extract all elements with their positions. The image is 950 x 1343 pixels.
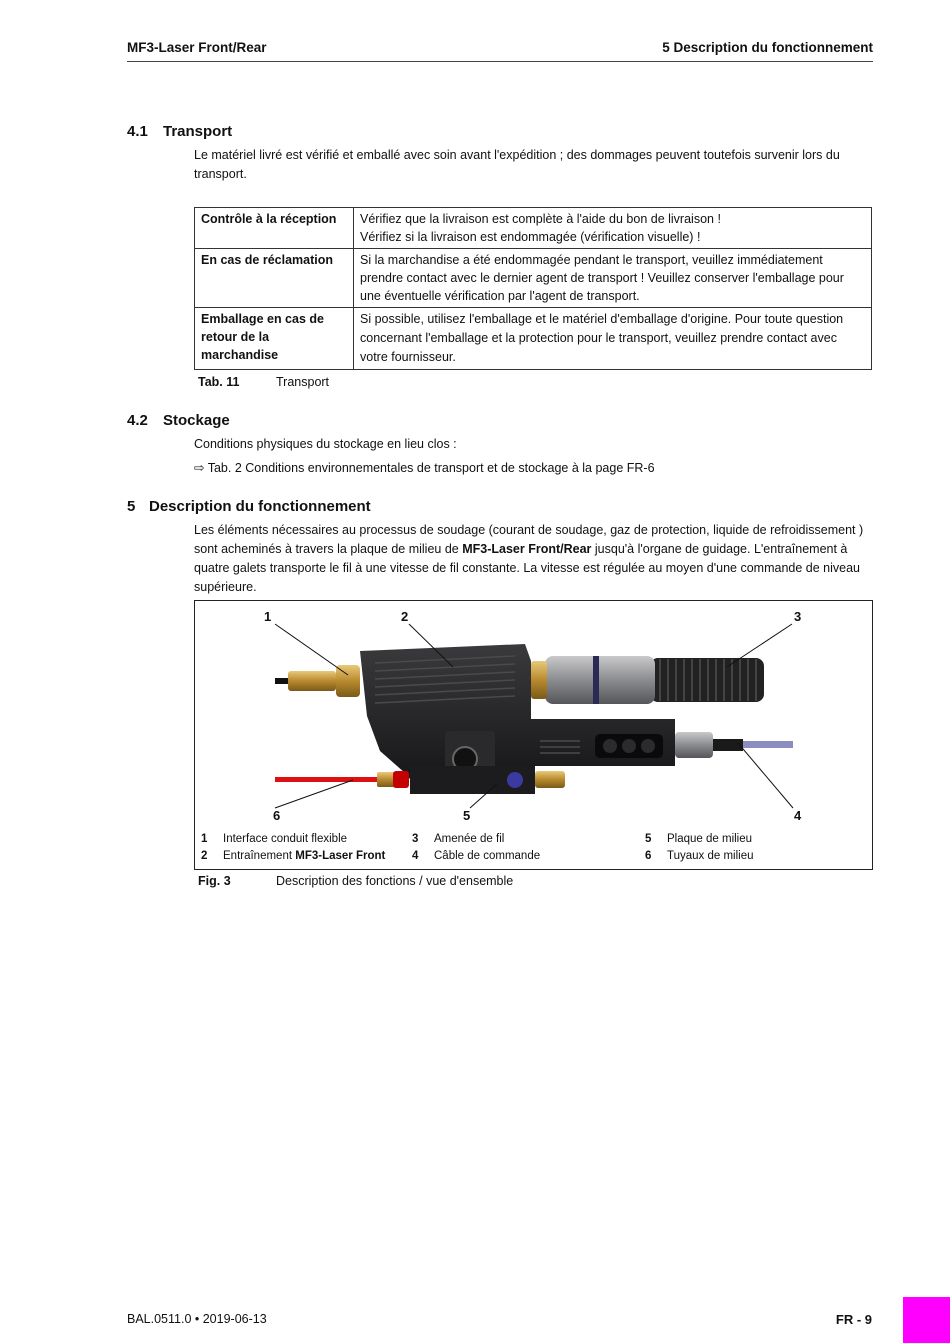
brass-fitting-icon: [288, 671, 336, 691]
section-title: Stockage: [163, 412, 230, 429]
callout-2: 2: [401, 609, 409, 624]
caption-number: Fig. 3: [198, 874, 231, 888]
section-5-heading: [127, 498, 371, 515]
transport-intro: Le matériel livré est vérifié et emballé avec soin avant l'expédition ; des dommages peuvent toutefois survenir lors du transport.: [194, 148, 840, 181]
caption-number: Tab. 11: [198, 375, 240, 389]
section-number: 5: [127, 498, 136, 515]
control-cable-connector: [675, 732, 713, 758]
header-rule: [127, 61, 873, 62]
description-text: jusqu'à l'organe de guidage. L'entraînement à quatre galets transporte le fil à une vitesse de fil constante. La vitesse est régulée au moyen d'une commande de niveau supérieure.: [194, 542, 860, 594]
media-hose: [275, 777, 377, 782]
row-text: Si la marchandise a été endommagée pendant le transport, veuillez immédiatement prendre contact avec le dernier agent de transport ! Veuillez conserver l'emballage pour une éventuelle vérification par l'agent de transport.: [354, 249, 872, 308]
device-illustration: [195, 601, 872, 869]
description-text: Les éléments nécessaires au processus de soudage (courant de soudage, gaz de protection, liquide de refroidissement ) sont acheminés à travers la plaque de milieu de: [194, 523, 864, 556]
callout-4: 4: [794, 808, 802, 823]
callout-1: 1: [264, 609, 272, 624]
caption-text: Transport: [276, 375, 330, 389]
section-title: Transport: [163, 123, 233, 140]
figure-box: [194, 600, 873, 870]
row-label: Emballage en cas de retour de la marchandise: [195, 308, 354, 370]
row-text-line: Vérifiez que la livraison est complète à l'aide du bon de livraison !: [360, 212, 721, 226]
storage-text: Conditions physiques du stockage en lieu clos :: [194, 437, 457, 451]
section-number: 4.1: [127, 123, 148, 140]
caption-text: Description des fonctions / vue d'ensemble: [276, 874, 514, 888]
row-text: [354, 208, 872, 249]
product-name: MF3-Laser Front/Rear: [462, 542, 592, 556]
section-4-1-heading: [127, 123, 232, 140]
leader-line-4: [738, 743, 793, 808]
control-cable: [743, 741, 793, 748]
chapter-tab-marker: [903, 1297, 950, 1343]
document-reference: BAL.0511.0 • 2019-06-13: [127, 1312, 267, 1326]
legend-item: 1 Interface conduit flexible: [201, 833, 348, 845]
legend-item: 3 Amenée de fil: [412, 833, 505, 845]
row-label: Contrôle à la réception: [195, 208, 354, 249]
figure-caption: [198, 874, 513, 888]
callout-5: 5: [463, 808, 471, 823]
legend-item: 5 Plaque de milieu: [645, 833, 753, 845]
section-4-2-heading: [127, 412, 230, 429]
table-row: [195, 308, 872, 370]
table-row: [195, 208, 872, 249]
transport-table: [194, 207, 872, 370]
wire-feed-connector: [545, 656, 655, 704]
table-caption: [198, 375, 329, 389]
page-number: FR - 9: [835, 1312, 872, 1327]
section-title: Description du fonctionnement: [149, 498, 371, 515]
header-right: 5 Description du fonctionnement: [662, 40, 873, 55]
callout-3: 3: [794, 609, 802, 624]
row-label: En cas de réclamation: [195, 249, 354, 308]
row-text: Si possible, utilisez l'emballage et le matériel d'emballage d'origine. Pour toute question concernant l'emballage et la protection pour le transport, veuillez prendre contact avec votre fournisseur.: [354, 308, 872, 370]
section-number: 4.2: [127, 412, 148, 429]
description-paragraph: [194, 521, 876, 597]
legend-item: 2 Entraînement MF3-Laser Front: [201, 850, 386, 862]
callout-6: 6: [273, 808, 281, 823]
brass-coupling-icon: [336, 665, 360, 697]
arrow-icon: ⇨: [194, 461, 205, 475]
leader-line-1: [275, 624, 348, 675]
storage-reference[interactable]: [194, 459, 655, 478]
legend-item: 4 Câble de commande: [412, 850, 541, 862]
header-left: MF3-Laser Front/Rear: [127, 40, 267, 55]
legend-item: 6 Tuyaux de milieu: [645, 850, 754, 862]
leader-line-6: [275, 780, 353, 808]
table-row: [195, 249, 872, 308]
row-text-line: Vérifiez si la livraison est endommagée (vérification visuelle) !: [360, 230, 701, 244]
storage-reference-link[interactable]: Tab. 2 Conditions environnementales de transport et de stockage à la page FR-6: [207, 461, 655, 475]
